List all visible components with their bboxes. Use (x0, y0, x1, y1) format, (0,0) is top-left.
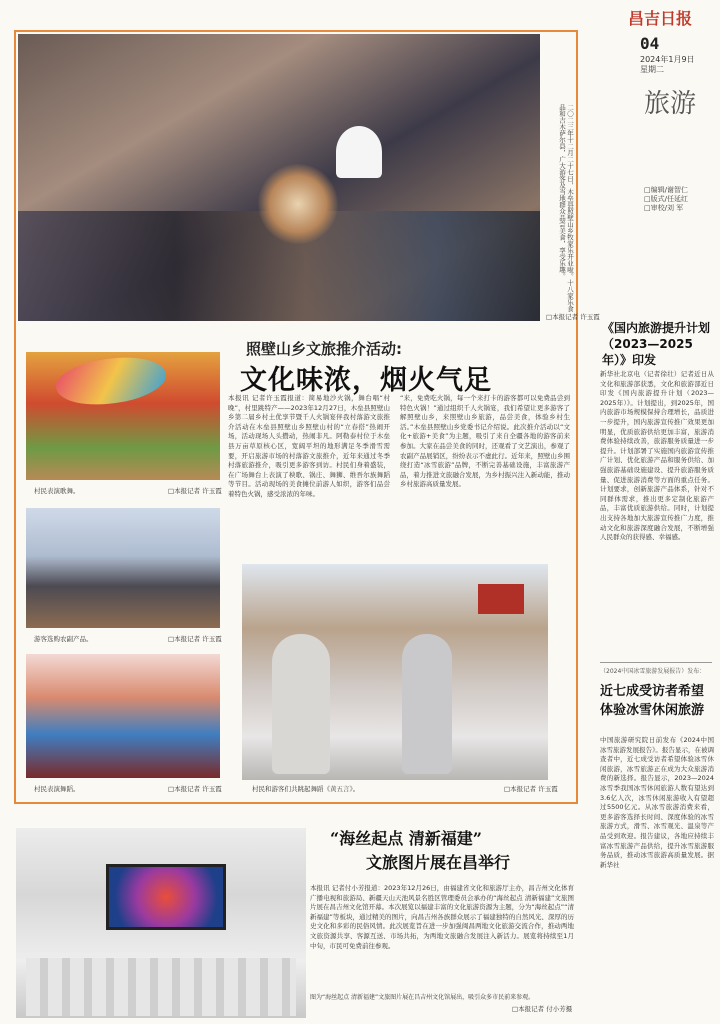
right-article2-title: 近七成受访者希望体验冰雪休闲旅游 (600, 684, 705, 718)
dancer-figure (402, 634, 452, 774)
bottom-title-line2: 文旅图片展在昌举行 (366, 853, 511, 872)
audience-chairs (26, 958, 296, 1016)
right-article2-body: 中国旅游研究院日前发布《2024中国冰雪旅游发展报告》。报告显示，在被调查者中，近七成受访者希望体验冰雪休闲旅游，冰雪旅游正在成为大众旅游消费的新选择。报告显示，2023—2024冰雪季我国冰雪休闲旅游人数有望达到3.6亿人次，冰雪休闲旅游收入有望超过5500亿元。从冰雪旅游消费来看，更多游客选择长时间、深度体验的冰雪旅游方式，滑雪、冰雪观光、温泉等产品受到欢迎。报告建议，各地应持续丰富冰雪旅游产品供给，提升冰雪旅游服务品质，推动冰雪旅游高质量发展。据新华社 (600, 736, 714, 869)
hero-photo-hotpot-feast (18, 34, 540, 321)
editor-credits (644, 186, 688, 213)
photo-produce-market (26, 508, 220, 628)
chef-hat (336, 126, 382, 178)
hotpot-steam (258, 164, 338, 244)
bottom-body: 本报讯 记者付小芳报道：2023年12月26日，由福建省文化和旅游厅主办，昌吉州文化体育广播电视和旅游局、新疆天山天池风景名胜区管理委员会承办的“海丝起点 清新福建”文旅图片展在昌吉州文化馆开幕。本次展览以福建丰富的文化旅游资源为主题，分为“海丝起点”“清新福建”等板块，通过精美的图片，向昌吉州各族群众展示了福建独特的自然风光、深厚的历史文化和多彩的民俗风情。此次展览旨在进一步加强闽昌两地文化旅游交流合作，推动两地文旅资源共享、客源互送、市场共拓，为两地文旅融合发展注入新活力。展览将持续至1月中旬，市民可免费前往参观。 (310, 884, 574, 950)
photo-stage-dance (26, 654, 220, 778)
feature-subtitle: 照壁山乡文旅推介活动: (246, 340, 402, 358)
hero-credit: □本报记者 许玉霞 (546, 313, 600, 321)
dancer-figure (272, 634, 330, 774)
hero-caption: 二〇二三年十二月二十七日，木垒县照壁山乡牧家乐开业啦。十八家乐食品和吉木萨尔县，广大游客及当地群众品尝美食，享受乐趣。 (558, 104, 574, 312)
photo-dance-performance (26, 352, 220, 480)
photo-caption: 村民和游客们共跳起舞蹈《黄五言》。 (252, 785, 360, 793)
right-article1-body: 新华社北京电（记者徐壮）记者近日从文化和旅游部获悉，文化和旅游部近日印发《国内旅游提升计划（2023—2025年）》。计划提出，到2025年，国内旅游市场规模保持合理增长，品质进一步提升，国内旅游宣传推广效果更加明显，优质旅游供给更加丰富，旅游消费体验持续改善，旅游服务质量进一步提升。计划部署了实施国内旅游宣传推广计划、优化旅游产品和服务供给、加强旅游基础设施建设、提升旅游服务质量、促进旅游消费等方面的重点任务。计划要求，创新旅游产品体系，针对不同群体需求，推出更多定制化旅游产品，丰富优质旅游供给。同时，计划提出支持各地加大旅游宣传推广力度，推动文化和旅游深度融合发展，不断增强人民群众的获得感、幸福感。 (600, 370, 714, 542)
photo-credit: □本报记者 许玉霞 (504, 785, 558, 793)
layout-line: □版式/任延红 (644, 195, 688, 203)
photo-credit: □本报记者 许玉霞 (168, 635, 222, 643)
right-article1-title: 《国内旅游提升计划（2023—2025年）》印发 (602, 321, 711, 367)
feature-title: 文化味浓，烟火气足 (240, 365, 492, 396)
issue-weekday: 星期二 (640, 65, 664, 74)
page-number: 04 (640, 34, 660, 53)
photo-caption: 村民表演舞蹈。 (34, 785, 80, 793)
flag-banner (56, 352, 166, 414)
photo-group-dance (242, 564, 548, 780)
editor-line: □编辑/谢智仁 (644, 186, 688, 194)
review-line: □审校/刘 军 (644, 204, 684, 212)
display-screen (106, 864, 226, 930)
photo-credit: □本报记者 许玉霞 (168, 785, 222, 793)
red-lantern (478, 584, 524, 614)
right-divider (600, 662, 712, 663)
issue-date: 2024年1月9日 (640, 55, 695, 64)
photo-exhibition-hall (16, 828, 306, 1018)
photo-credit: □本报记者 许玉霞 (168, 487, 222, 495)
bottom-caption: 图为“海丝起点 清新福建”文旅图片展在昌吉州文化馆展出，吸引众多市民前来参观。 (310, 994, 535, 1001)
right-article2-tag: （2024中国冰雪旅游发展报告）发布： (600, 668, 706, 675)
feature-body-col2: “来，免费吃火锅，每一个来打卡的游客都可以免费品尝到特色火锅！”通过组织千人火锅宴，我们希望让更多游客了解照壁山乡，来照壁山乡旅游，品尝美食，体验乡村生活。”木垒县照壁山乡党委书记介绍说。此次推介活动以“文化+旅游+美食”为主题，吸引了来自全疆各地的游客前来参加。大家在品尝美食的同时，还观看了文艺演出，参观了农副产品展销区，纷纷表示不虚此行。近年来，照壁山乡围绕打造“冰雪旅游”品牌，不断完善基础设施，丰富旅游产品，着力推进文旅融合发展，为乡村振兴注入新动能，推动乡村旅游高质量发展。 (400, 394, 570, 489)
newspaper-brand: 昌吉日报 (627, 9, 692, 28)
bottom-credit: □本报记者 付小芳摄 (512, 1005, 573, 1013)
section-title: 旅游 (644, 89, 697, 119)
photo-caption: 游客选购农副产品。 (34, 635, 93, 643)
photo-caption: 村民表演歌舞。 (34, 487, 80, 495)
bottom-title-line1: “海丝起点 清新福建” (330, 829, 482, 848)
feature-body-col1: 本报讯 记者许玉霞报道：简易地沙火锅，舞台唱“村晚”，村里跳特产——2023年12月27日，木垒县照壁山乡第二届乡村土优享节暨千人火锅宴伴我村落游文旅推介活动在木垒县照壁山乡照壁山村的“立春搭”热闹开场，活动现场人头攒动，热闹非凡。阿勒泰村位于木垒县万亩草原核心区，宽阔平坦的地形满足冬季滑雪需要，开启旅游市场的村落游文旅推介，近年来通过冬季村落旅游推介，吸引更多游客到访。村民们身着盛装，在广场舞台上表演了秧歌、锅庄、舞狮、维吾尔族舞蹈等节目。活动现场的美食摊位前游人如织，游客们品尝着特色火锅，感受浓浓的年味。 (228, 394, 390, 498)
